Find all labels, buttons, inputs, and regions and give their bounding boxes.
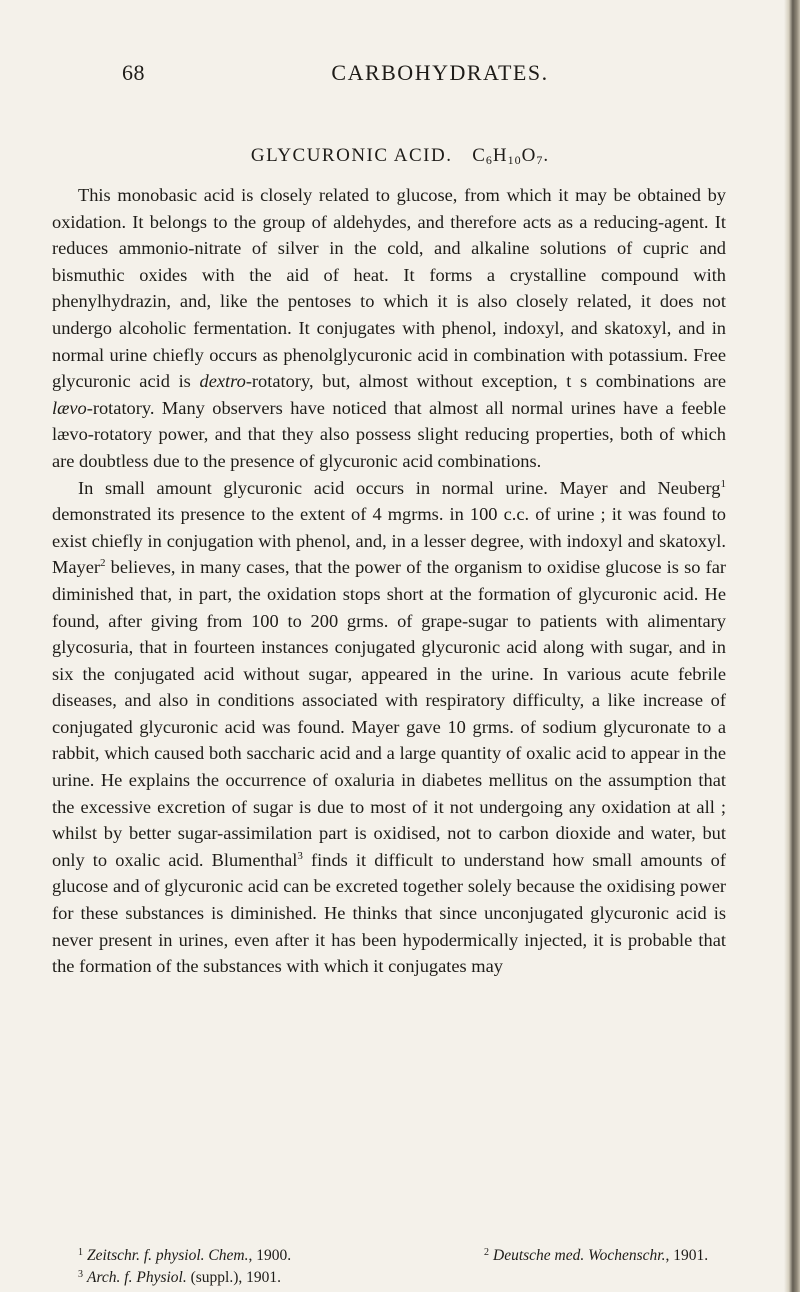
- chemical-formula: $C_6H_{10}O_7$.: [472, 145, 550, 167]
- footnote-ref: 1: [720, 477, 726, 490]
- footnotes: [52, 1242, 732, 1286]
- footnote: $^3$ Arch. f. Physiol. (suppl.), 1901.: [78, 1269, 282, 1286]
- italic-term: lævo: [52, 397, 87, 418]
- section-title: [0, 145, 800, 168]
- paragraph: This monobasic acid is closely related to glucose, from which it may be obtained by oxidation. It belongs to the group of aldehydes, and therefore acts as a reducing-agent. It reduces ammonio-nitrate of silver in the cold, and alkaline solutions of cupric and bismuthic oxides with the aid of heat. It forms a crystalline compound with phenylhydrazin, and, like the pentoses to which it is also closely related, it does not undergo alcoholic fermentation. It conjugates with phenol, indoxyl, and skatoxyl, and in normal urine chiefly occurs as phenolglycuronic acid in combination with potassium. Free glycuronic acid is dextro-rotatory, but, almost without exception, t s combinations are lævo-rotatory. Many observers have noticed that almost all normal urines have a feeble lævo-rotatory power, and that they also possess slight reducing properties, both of which are doubtless due to the presence of glycuronic acid combinations.: [52, 185, 726, 471]
- footnote: $^2$ Deutsche med. Wochenschr., 1901.: [484, 1247, 709, 1264]
- running-head: CARBOHYDRATES.: [331, 60, 549, 85]
- section-title-text: GLYCURONIC ACID.: [250, 145, 453, 166]
- page-number: 68: [122, 60, 145, 85]
- italic-term: dextro: [199, 371, 246, 392]
- page-binding-edge: [784, 0, 800, 1292]
- paragraph: In small amount glycuronic acid occurs in normal urine. Mayer and Neuberg$^1$ demonstrated its presence to the extent of 4 mgrms. in 100 c.c. of urine ; it was found to exist chiefly in conjugation with phenol, and, in a lesser degree, with indoxyl and skatoxyl. Mayer$^2$ believes, in many cases, that the power of the organism to oxidise glucose is so far diminished that, in part, the oxidation stops short at the formation of glycuronic acid. He found, after giving from 100 to 200 grms. of grape-sugar to patients with alimentary glycosuria, that in fourteen instances conjugated glycuronic acid along with sugar, and in six the conjugated acid without sugar, appeared in the urine. In various acute febrile diseases, and also in conditions associated with respiratory difficulty, a like increase of conjugated glycuronic acid was found. Mayer gave 10 grms. of sodium glycuronate to a rabbit, which caused both saccharic acid and a large quantity of oxalic acid to appear in the urine. He explains the occurrence of oxaluria in diabetes mellitus on the assumption that the excessive excretion of sugar is due to most of it not undergoing any oxidation at all ; whilst by better sugar-assimilation part is oxidised, not to carbon dioxide and water, but only to oxalic acid. Blumenthal$^3$ finds it difficult to understand how small amounts of glucose and of glycuronic acid can be excreted together solely because the oxidising power for these substances is diminished. He thinks that since unconjugated glycuronic acid is never present in urines, even after it has been hypodermically injected, it is probable that the formation of the substances with which it conjugates may: [52, 477, 726, 977]
- footnote-ref: 2: [100, 557, 106, 570]
- footnote-ref: 3: [297, 849, 303, 862]
- body-text: [52, 182, 726, 980]
- page-header: [80, 60, 720, 92]
- footnote: $^1$ Zeitschr. f. physiol. Chem., 1900.: [78, 1247, 292, 1264]
